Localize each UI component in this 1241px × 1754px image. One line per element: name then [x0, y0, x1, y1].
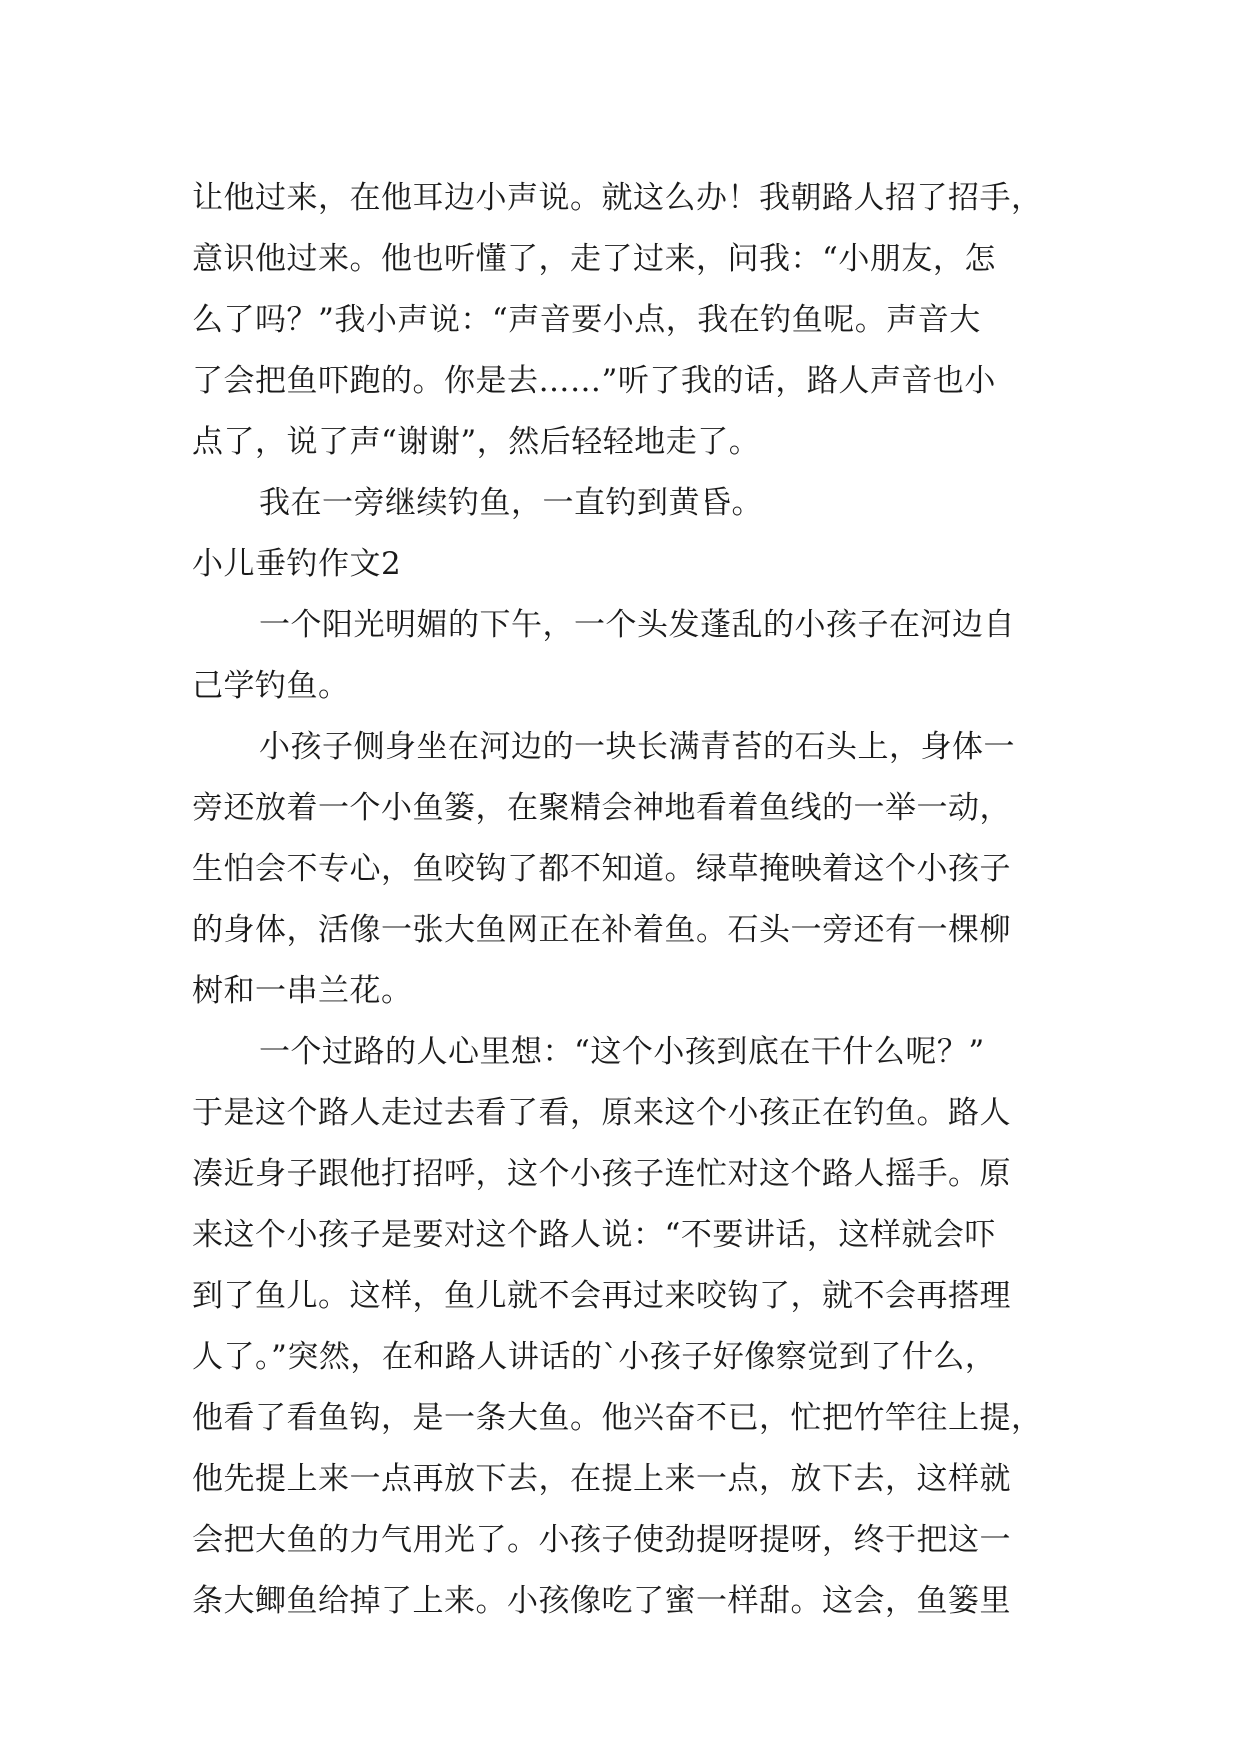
text-line: 人了。”突然，在和路人讲话的`小孩子好像察觉到了什么，: [192, 1339, 997, 1375]
text-line: 凑近身子跟他打招呼，这个小孩子连忙对这个路人摇手。原: [192, 1156, 1011, 1192]
paragraph-line: 一个阳光明媚的下午，一个头发蓬乱的小孩子在河边自: [259, 607, 1015, 643]
text-line: 他先提上来一点再放下去，在提上来一点，放下去，这样就: [192, 1461, 1011, 1497]
paragraph-line: 一个过路的人心里想：“这个小孩到底在干什么呢？”: [259, 1034, 985, 1070]
text-line: 的身体，活像一张大鱼网正在补着鱼。石头一旁还有一棵柳: [192, 912, 1011, 948]
text-line: 到了鱼儿。这样，鱼儿就不会再过来咬钩了，就不会再搭理: [192, 1278, 1011, 1314]
text-line: 于是这个路人走过去看了看，原来这个小孩正在钓鱼。路人: [192, 1095, 1011, 1131]
text-line: 意识他过来。他也听懂了，走了过来，问我：“小朋友，怎: [192, 241, 996, 277]
document-body: [192, 168, 1062, 1632]
text-line: 让他过来，在他耳边小声说。就这么办！我朝路人招了招手，: [192, 180, 1043, 216]
section-heading: 小儿垂钓作文2: [192, 546, 402, 582]
paragraph-line: 我在一旁继续钓鱼，一直钓到黄昏。: [259, 485, 763, 521]
text-line: 来这个小孩子是要对这个路人说：“不要讲话，这样就会吓: [192, 1217, 996, 1253]
text-line: 树和一串兰花。: [192, 973, 413, 1009]
text-line: 旁还放着一个小鱼篓，在聚精会神地看着鱼线的一举一动，: [192, 790, 1011, 826]
text-line: 他看了看鱼钩，是一条大鱼。他兴奋不已，忙把竹竿往上提，: [192, 1400, 1043, 1436]
text-line: 点了，说了声“谢谢”，然后轻轻地走了。: [192, 424, 761, 460]
text-line: 会把大鱼的力气用光了。小孩子使劲提呀提呀，终于把这一: [192, 1522, 1011, 1558]
text-line: 条大鲫鱼给掉了上来。小孩像吃了蜜一样甜。这会，鱼篓里: [192, 1583, 1011, 1619]
text-line: 么了吗？”我小声说：“声音要小点，我在钓鱼呢。声音大: [192, 302, 981, 338]
text-line: 己学钓鱼。: [192, 668, 350, 704]
text-line: 了会把鱼吓跑的。你是去……”听了我的话，路人声音也小: [192, 363, 996, 399]
paragraph-line: 小孩子侧身坐在河边的一块长满青苔的石头上，身体一: [259, 729, 1015, 765]
text-line: 生怕会不专心，鱼咬钩了都不知道。绿草掩映着这个小孩子: [192, 851, 1011, 887]
